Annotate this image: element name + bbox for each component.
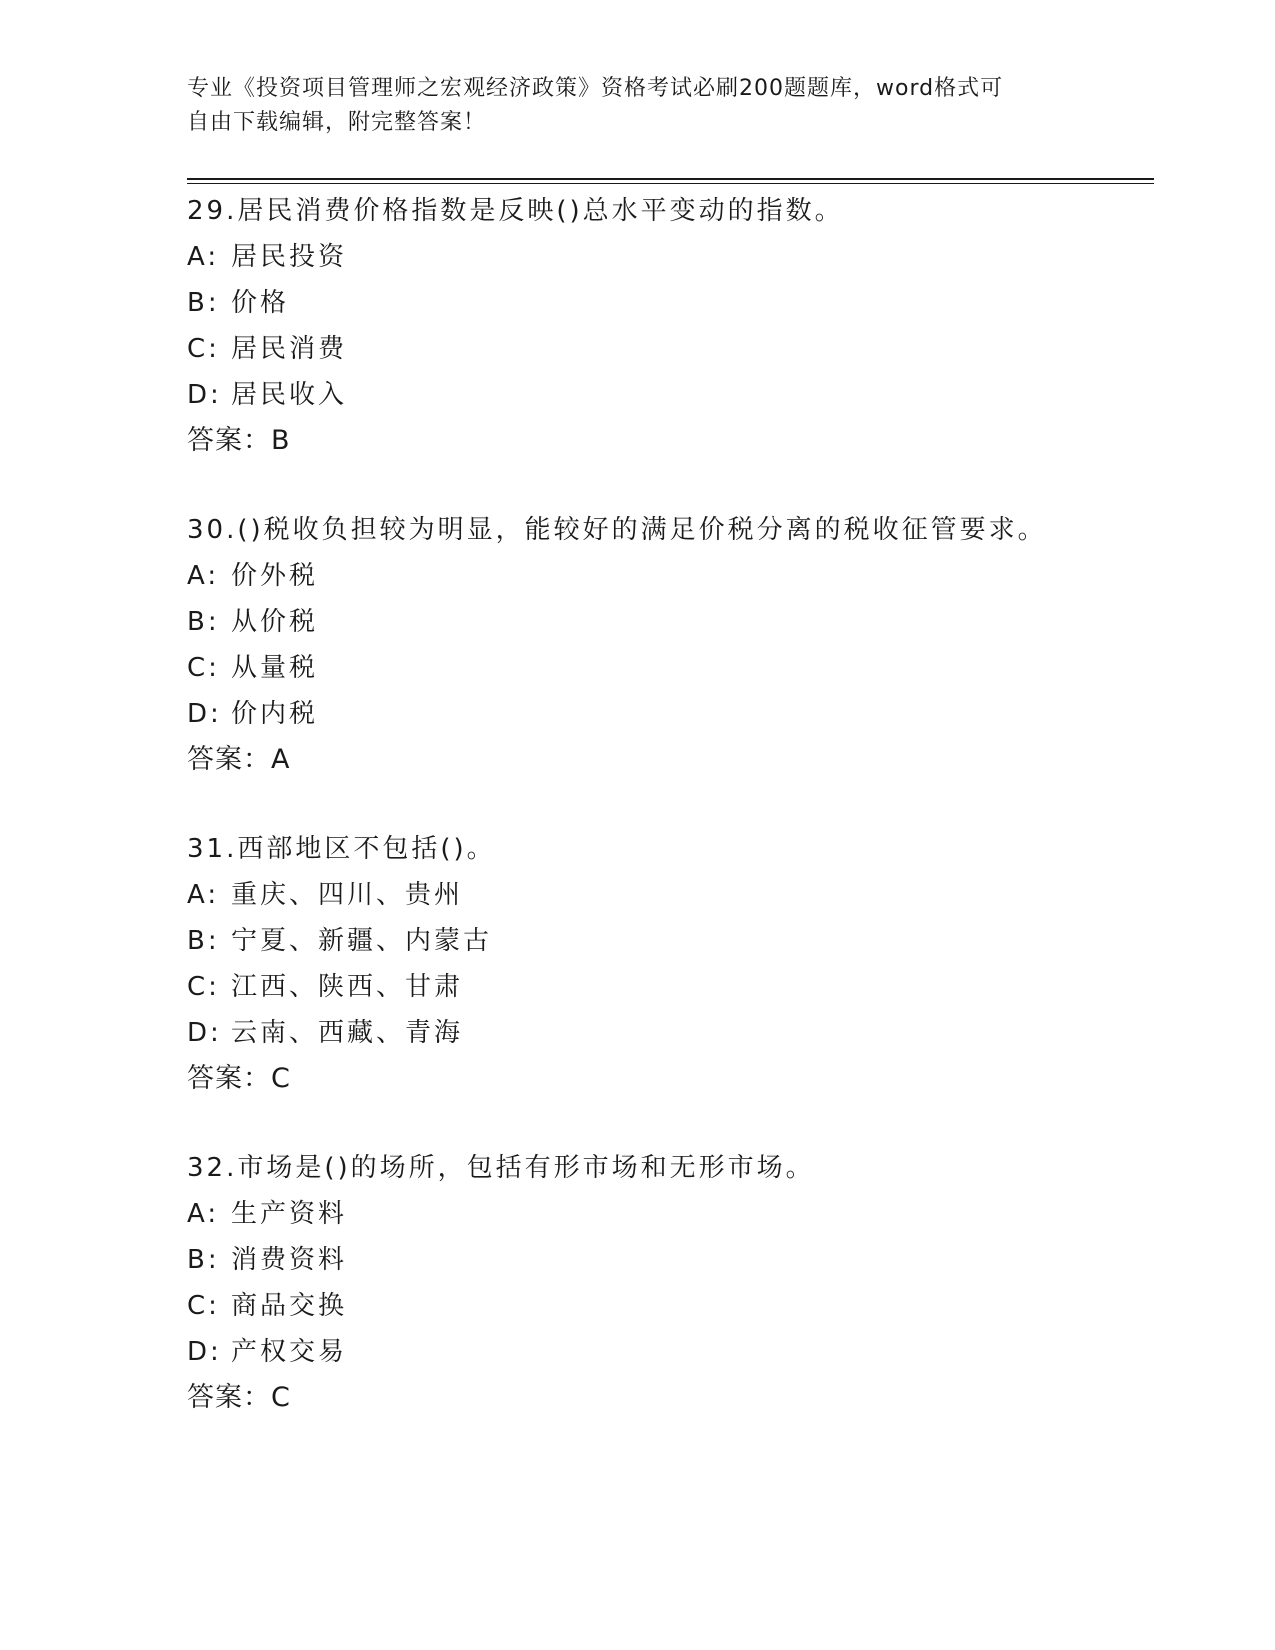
option-letter: D: [187,699,222,729]
option-a [187,234,1147,280]
option-d [187,691,1147,737]
question-31 [187,826,1147,1102]
option-text: 生产资料 [231,1199,348,1229]
option-c [187,326,1147,372]
option-b [187,918,1147,964]
header-line-2: 自由下载编辑，附完整答案！ [187,110,487,135]
option-a [187,553,1147,599]
answer-line: 答案：B [187,425,291,456]
option-letter: C: [187,334,220,364]
option-text: 价格 [231,288,290,318]
option-text: 从量税 [231,653,319,683]
question-stem: 31.西部地区不包括()。 [187,834,496,864]
question-stem: 32.市场是()的场所，包括有形市场和无形市场。 [187,1153,815,1183]
option-text: 居民投资 [231,242,348,272]
option-text: 重庆、四川、贵州 [231,880,464,910]
answer-line: 答案：A [187,744,291,775]
option-a [187,1191,1147,1237]
option-letter: B: [187,607,220,637]
option-b [187,1237,1147,1283]
option-d [187,372,1147,418]
answer-line: 答案：C [187,1063,291,1094]
option-text: 居民收入 [231,380,348,410]
document-header [187,72,1087,140]
answer-line: 答案：C [187,1382,291,1413]
option-d [187,1329,1147,1375]
option-letter: A: [187,561,220,591]
option-letter: A: [187,880,220,910]
option-text: 消费资料 [231,1245,348,1275]
header-divider-thin [187,183,1154,184]
option-letter: C: [187,653,220,683]
option-letter: B: [187,1245,220,1275]
option-letter: D: [187,380,222,410]
option-c [187,1283,1147,1329]
option-text: 商品交换 [231,1291,348,1321]
option-text: 价外税 [231,561,319,591]
option-letter: A: [187,1199,220,1229]
option-b [187,280,1147,326]
option-text: 产权交易 [231,1337,348,1367]
option-text: 价内税 [231,699,319,729]
header-line-1: 专业《投资项目管理师之宏观经济政策》资格考试必刷200题题库，word格式可 [187,76,1004,101]
option-letter: A: [187,242,220,272]
question-29 [187,188,1147,464]
header-divider-thick [187,178,1154,180]
option-c [187,964,1147,1010]
option-letter: C: [187,1291,220,1321]
option-letter: D: [187,1337,222,1367]
option-c [187,645,1147,691]
option-text: 从价税 [231,607,319,637]
option-d [187,1010,1147,1056]
question-stem: 30.()税收负担较为明显，能较好的满足价税分离的税收征管要求。 [187,515,1047,545]
option-text: 居民消费 [231,334,348,364]
option-text: 云南、西藏、青海 [231,1018,464,1048]
question-32 [187,1145,1147,1421]
option-letter: B: [187,288,220,318]
option-letter: B: [187,926,220,956]
option-text: 宁夏、新疆、内蒙古 [231,926,493,956]
option-letter: D: [187,1018,222,1048]
option-text: 江西、陕西、甘肃 [231,972,464,1002]
question-30 [187,507,1147,783]
question-stem: 29.居民消费价格指数是反映()总水平变动的指数。 [187,196,844,226]
option-b [187,599,1147,645]
option-a [187,872,1147,918]
option-letter: C: [187,972,220,1002]
